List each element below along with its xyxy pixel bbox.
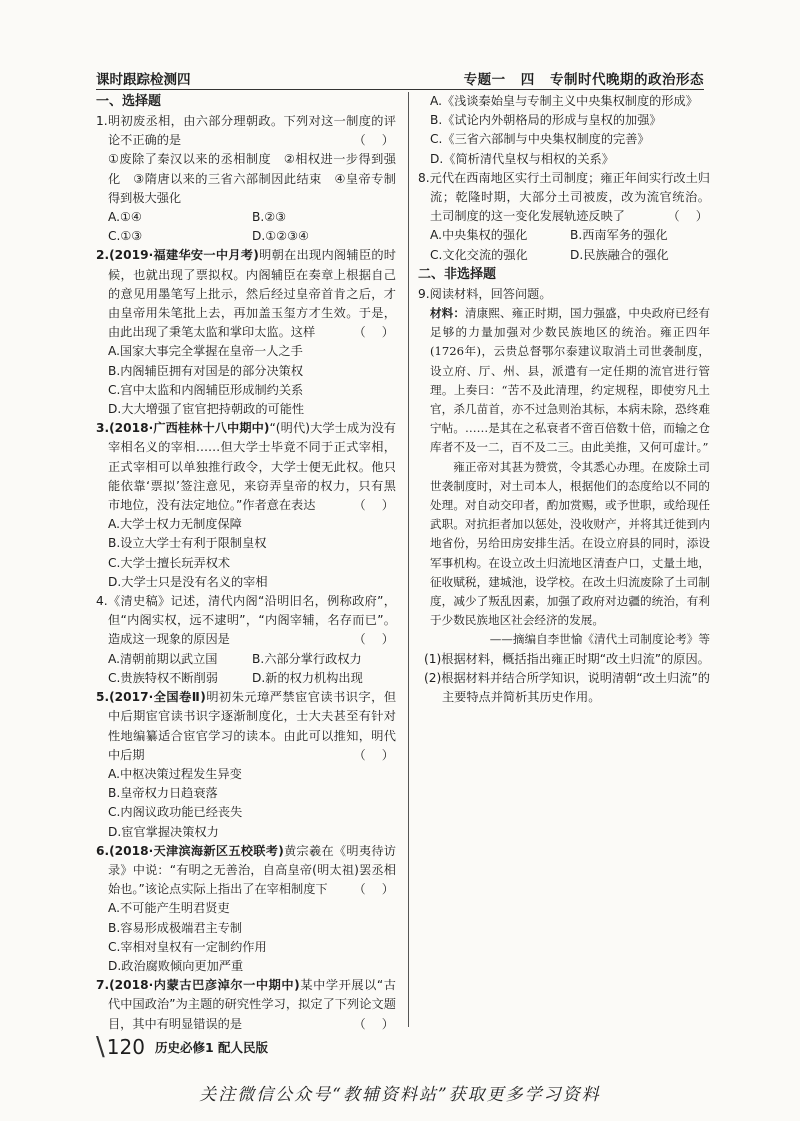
- option-a[interactable]: A.大学士权力无制度保障: [108, 517, 242, 532]
- material-label: 材料：: [430, 306, 466, 321]
- section-choice-title: 一、选择题: [96, 94, 162, 109]
- option-d[interactable]: D.新的权力机构出现: [252, 670, 363, 685]
- option-d[interactable]: D.①②③④: [252, 229, 309, 244]
- question-4: [96, 592, 396, 688]
- question-3: [96, 419, 396, 592]
- q9-stem: 9.阅读材料，回答问题。: [418, 286, 552, 301]
- q6-source: 6.(2018·天津滨海新区五校联考): [96, 843, 284, 858]
- q9-material: [418, 304, 710, 650]
- q4-options-row-2: [96, 669, 396, 688]
- q1-stem: 1.明初废丞相，由六部分理朝政。下列对这一制度的评论不正确的是: [96, 114, 396, 148]
- option-b[interactable]: B.西南军务的强化: [570, 228, 668, 243]
- answer-bracket[interactable]: （ ）: [353, 632, 396, 647]
- question-7-options: [418, 92, 710, 169]
- answer-bracket[interactable]: （ ）: [667, 209, 710, 224]
- q6-stem: 黄宗羲在《明夷待访录》中说：“有明之无善治，自高皇帝(明太祖)罢丞相始也。”该论点实际上指出了在宰相制度下: [108, 843, 396, 897]
- option-d[interactable]: D.宦官掌握决策权力: [108, 824, 219, 839]
- header-right: [454, 68, 704, 88]
- option-b[interactable]: B.②③: [252, 210, 287, 225]
- option-b[interactable]: B.内阁辅臣拥有对国是的部分决策权: [108, 363, 304, 378]
- option-a[interactable]: A.①④: [108, 210, 142, 225]
- q9-subquestion-1: (1)根据材料，概括指出雍正时期“改土归流”的原因。: [424, 651, 710, 666]
- right-column: [418, 92, 710, 707]
- q1-statements: ①废除了秦汉以来的丞相制度 ②相权进一步得到强化 ③隋唐以来的三省六部制因此结束 ④皇帝专制得到极大强化: [108, 152, 396, 205]
- page-footer: [96, 1034, 268, 1060]
- question-6: [96, 842, 396, 976]
- option-a[interactable]: A.中央集权的强化: [430, 228, 528, 243]
- option-c[interactable]: C.①③: [108, 229, 143, 244]
- option-c[interactable]: C.大学士擅长玩弄权术: [108, 555, 231, 570]
- column-divider: [408, 92, 409, 1027]
- option-a[interactable]: A.清朝前期以武立国: [108, 651, 218, 666]
- book-title: 历史必修1 配人民版: [154, 1040, 269, 1055]
- material-paragraph-2: 雍正帝对其甚为赞赏，令其悉心办理。在废除土司世袭制度时，对土司本人，根据他们的态度给以不同的处理。对自动交印者，酌加赏赐，或予世职，或给现任武职。对抗拒者加以惩处，没收财产，并将其迁徙到内地省份，另给田房安排生活。在设立府县的同时，添设军事机构。在设立改土归流地区清查户口，丈量土地，征收赋税，建城池，设学校。在改土归流废除了土司制度，减少了叛乱因素，加强了政府对边疆的统治，有利于少数民族地区社会经济的发展。: [430, 459, 710, 628]
- answer-bracket[interactable]: （ ）: [353, 325, 396, 340]
- header-left-title: 课时跟踪检测四: [96, 72, 191, 88]
- question-7: [96, 976, 396, 1034]
- question-9: [418, 285, 710, 707]
- header-unit: 四: [520, 72, 535, 88]
- option-c[interactable]: C.贵族特权不断削弱: [108, 670, 218, 685]
- q8-stem: 8.元代在西南地区实行土司制度；雍正年间实行改土归流；乾隆时期，大部分土司被废，改为流官统治。土司制度的这一变化发展轨迹反映了: [418, 170, 710, 224]
- q9-subquestion-2: (2)根据材料并结合所学知识，说明清朝“改土归流”的主要特点并简析其历史作用。: [424, 670, 710, 705]
- page-number-slash: \: [96, 1032, 105, 1062]
- option-b[interactable]: B.皇帝权力日趋衰落: [108, 786, 218, 801]
- option-d[interactable]: D.大大增强了宦官把持朝政的可能性: [108, 402, 305, 417]
- option-d[interactable]: D.民族融合的强化: [570, 247, 669, 262]
- option-c[interactable]: C.内阁议政功能已经丧失: [108, 805, 243, 820]
- option-a[interactable]: A.国家大事完全掌握在皇帝一人之手: [108, 344, 303, 359]
- q5-stem: 明初朱元璋严禁宦官读书识字，但中后期宦官读书识字逐渐制度化，士大夫甚至有针对性地编纂适合宦官学习的读本。由此可以推知，明代中后期: [108, 690, 397, 762]
- option-d[interactable]: D.政治腐败倾向更加严重: [108, 958, 244, 973]
- answer-bracket[interactable]: （ ）: [353, 1016, 396, 1031]
- option-b[interactable]: B.六部分掌行政权力: [252, 651, 362, 666]
- material-byline: ——摘编自李世愉《清代土司制度论考》等: [489, 632, 710, 647]
- option-b[interactable]: B.设立大学士有利于限制皇权: [108, 536, 267, 551]
- q1-options-row-2: [96, 227, 396, 246]
- material-paragraph-1: 清康熙、雍正时期，国力强盛，中央政府已经有足够的力量加强对少数民族地区的统治。雍正四年(1726年)，云贵总督鄂尔泰建议取消土司世袭制度，设立府、厅、州、县，派遣有一定任期的流官进行管理。上奏曰：“苦不及此清理，约定规程，即使穷凡土官，杀几苗首，亦不过急则治其标，本病未除，恐终难宁帖。……是其在之私衰者不啻百倍数十倍，而输之仓库者不及一二，百不及二三。由此美推，又何可虚计。”: [430, 306, 710, 455]
- q8-options-row-2: [418, 246, 710, 265]
- option-a[interactable]: A.中枢决策过程发生异变: [108, 766, 242, 781]
- option-d[interactable]: D.《简析清代皇权与相权的关系》: [430, 151, 614, 166]
- question-8: [418, 169, 710, 265]
- header-topic: 专题一: [463, 72, 506, 88]
- q2-source: 2.(2019·福建华安一中月考): [96, 248, 259, 263]
- q4-stem: 4.《清史稿》记述，清代内阁“沿明旧名，例称政府”，但“内阁实权，远不逮明”，“内阁宰辅，名存而已”。造成这一现象的原因是: [96, 594, 396, 647]
- q8-options-row-1: [418, 226, 710, 245]
- option-c[interactable]: C.宰相对皇权有一定制约作用: [108, 939, 267, 954]
- answer-bracket[interactable]: （ ）: [353, 133, 396, 148]
- question-2: [96, 246, 396, 419]
- header-rule: [96, 89, 704, 90]
- q3-source: 3.(2018·广西桂林十八中期中): [96, 421, 270, 436]
- option-b[interactable]: B.容易形成极端君主专制: [108, 920, 243, 935]
- q5-source: 5.(2017·全国卷Ⅱ): [96, 690, 206, 705]
- option-c[interactable]: C.文化交流的强化: [430, 247, 528, 262]
- option-b[interactable]: B.《试论内外朝格局的形成与皇权的加强》: [430, 113, 662, 128]
- q4-options-row-1: [96, 650, 396, 669]
- q1-options-row-1: [96, 208, 396, 227]
- answer-bracket[interactable]: （ ）: [353, 498, 396, 513]
- q2-stem: 明朝在出现内阁辅臣的时候，也就出现了票拟权。内阁辅臣在奏章上根据自己的意见用墨笔写上批示，然后经过皇帝首肯之后，才由皇帝用朱笔批上去，再加盖玉玺方才生效。于是，由此出现了秉笔太监和掌印太监。这样: [108, 248, 396, 340]
- q7-stem: 某中学开展以“古代中国政治”为主题的研究性学习，拟定了下列论文题目，其中有明显错误的是: [108, 978, 396, 1031]
- handwritten-note: 关注微信公众号“教辅资料站”获取更多学习资料: [199, 1085, 601, 1105]
- option-c[interactable]: C.宫中太监和内阁辅臣形成制约关系: [108, 382, 304, 397]
- header-chapter-title: 专制时代晚期的政治形态: [550, 72, 704, 88]
- option-a[interactable]: A.不可能产生明君贤吏: [108, 901, 230, 916]
- answer-bracket[interactable]: （ ）: [353, 747, 396, 762]
- page-header: [96, 66, 704, 88]
- option-c[interactable]: C.《三省六部制与中央集权制度的完善》: [430, 132, 650, 147]
- option-a[interactable]: A.《浅谈秦始皇与专制主义中央集权制度的形成》: [430, 94, 698, 108]
- question-1: [96, 112, 396, 246]
- page-number: 120: [106, 1035, 145, 1059]
- answer-bracket[interactable]: （ ）: [353, 882, 396, 897]
- section-nonchoice-title: 二、非选择题: [418, 266, 497, 282]
- left-column: [96, 92, 396, 1034]
- question-5: [96, 688, 396, 842]
- q7-source: 7.(2018·内蒙古巴彦淖尔一中期中): [96, 978, 300, 993]
- q3-stem: “(明代)大学士成为没有宰相名义的宰相……但大学士毕竟不同于正式宰相，正式宰相可以单独推行政令，大学士便无此权。他只能依靠‘票拟’签注意见，来窃弄皇帝的权力，只有黑市地位，没有法定地位。”作者意在表达: [108, 421, 396, 513]
- option-d[interactable]: D.大学士只是没有名义的宰相: [108, 574, 268, 589]
